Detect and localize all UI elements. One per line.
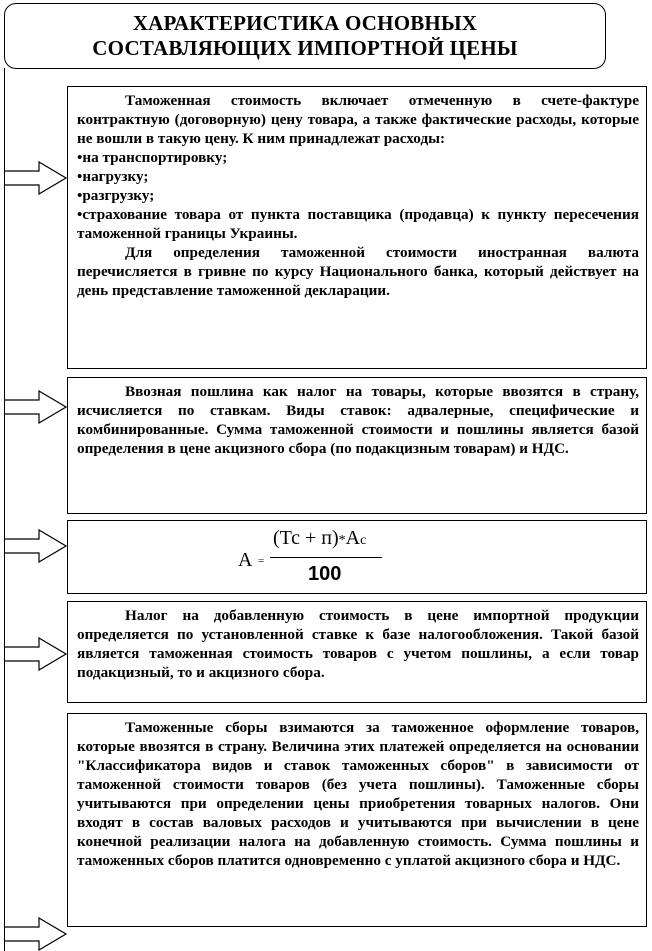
formula-base: (Тс + п)	[273, 527, 339, 549]
fraction-line	[270, 557, 382, 558]
formula-equals: =	[258, 555, 265, 567]
page-title	[92, 11, 517, 61]
import-duty-text: Ввозная пошлина как налог на товары, которые ввозятся в страну, исчисляется по ставкам. Виды ставок: адвалерные, специфические и комбинированные. Сумма таможенной стоимости и пошлины является базой определения в цене акцизного сбора (по подакцизным товарам) и НДС.	[77, 383, 639, 457]
formula-denominator: 100	[308, 563, 342, 585]
formula-times: *	[338, 533, 346, 548]
formula-numerator	[273, 527, 366, 550]
formula-box	[67, 520, 647, 594]
arrow-right-icon	[5, 529, 67, 563]
arrow-right-icon	[5, 390, 67, 424]
title-line-1: ХАРАКТЕРИСТИКА ОСНОВНЫХ	[132, 11, 478, 35]
list-item: •на транспортировку;	[77, 149, 228, 166]
list-item: •разгрузку;	[77, 187, 155, 204]
formula-rate-subscript: с	[360, 533, 367, 548]
customs-value-box	[67, 86, 647, 369]
connector-spine	[4, 68, 5, 951]
vat-box	[67, 601, 647, 703]
list-item: •страхование товара от пункта поставщика (продавца) к пункту пересечения таможенной границы Украины.	[77, 206, 639, 242]
formula-rate: А	[345, 527, 361, 549]
import-duty-box	[67, 377, 647, 514]
customs-fees-box	[67, 713, 647, 927]
customs-fees-text: Таможенные сборы взимаются за таможенное оформление товаров, которые ввозятся в страну. Величина этих платежей определяется на основании "Классификатора видов и ставок таможенных сборов" в зависимости от таможенной стоимости товаров (без учета пошлины). Таможенные сборы учитываются при определении цены приобретения товарных налогов. Они входят в состав валовых расходов и учитываются при вычислении в цене конечной реализации налога на добавленную стоимость. Сумма пошлины и таможенных сборов платится одновременно с уплатой акцизного сбора и НДС.	[77, 719, 639, 869]
vat-text: Налог на добавленную стоимость в цене импортной продукции определяется по установленной ставке к базе налогообложения. Такой базой является таможенная стоимость товаров с учетом пошлины, а если товар подакцизный, то и акцизного сбора.	[77, 607, 639, 681]
arrow-right-icon	[5, 917, 67, 951]
title-line-2: СОСТАВЛЯЮЩИХ ИМПОРТНОЙ ЦЕНЫ	[92, 36, 518, 60]
formula-lhs: А	[238, 549, 253, 571]
list-item: •нагрузку;	[77, 168, 149, 185]
customs-value-text: Таможенная стоимость включает отмеченную в счете-фактуре контрактную (договорную) цену товара, а также фактические расходы, которые не вошли в такую цену. К ним принадлежат расходы:	[77, 92, 639, 147]
currency-conversion-text: Для определения таможенной стоимости иностранная валюта перечисляется в гривне по курсу Национального банка, который действует на день представление таможенной декларации.	[77, 244, 639, 299]
arrow-right-icon	[5, 637, 67, 671]
arrow-right-icon	[5, 161, 67, 195]
title-box	[4, 3, 606, 69]
